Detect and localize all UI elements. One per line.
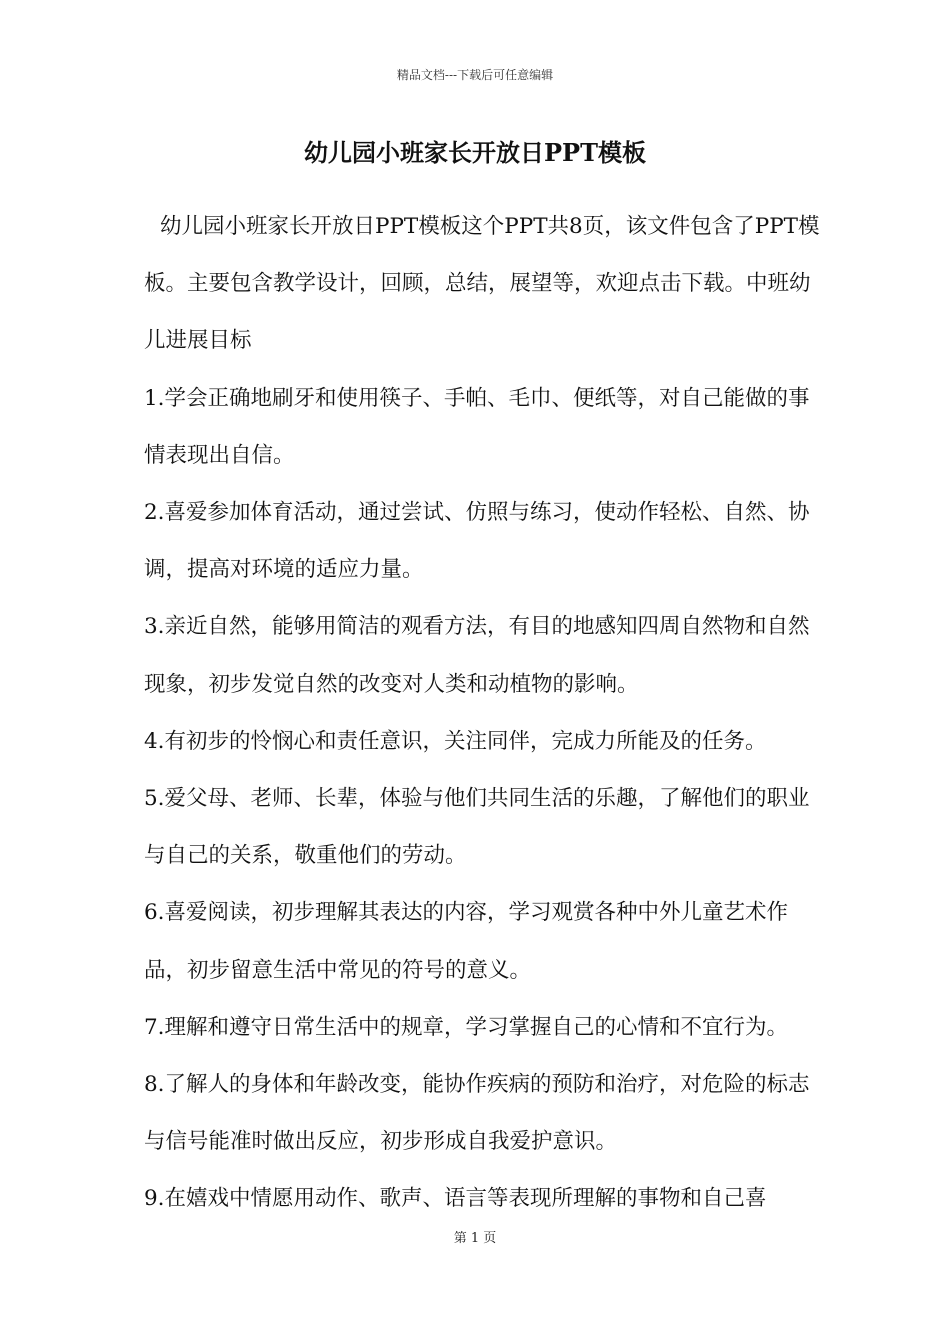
goal-item-9: 9.在嬉戏中情愿用动作、歌声、语言等表现所理解的事物和自己喜 (144, 1186, 767, 1212)
document-title: 幼儿园小班家长开放日PPT模板 (304, 138, 646, 167)
goal-item-4: 4.有初步的怜悯心和责任意识，关注同伴，完成力所能及的任务。 (144, 728, 767, 754)
header-note: 精品文档---下载后可任意编辑 (396, 68, 554, 82)
intro-paragraph: 幼儿园小班家长开放日PPT模板这个PPT共8页，该文件包含了PPT模板。主要包含教学设计，回顾，总结，展望等，欢迎点击下载。中班幼儿进展目标 (144, 214, 820, 354)
document-body (144, 198, 824, 1228)
goal-item-2: 2.喜爱参加体育活动，通过尝试、仿照与练习，使动作轻松、自然、协调，提高对环境的适应力量。 (144, 500, 810, 583)
goal-item-6: 6.喜爱阅读，初步理解其表达的内容，学习观赏各种中外儿童艺术作品，初步留意生活中常见的符号的意义。 (144, 900, 789, 983)
goal-item-3: 3.亲近自然，能够用简洁的观看方法，有目的地感知四周自然物和自然现象，初步发觉自然的改变对人类和动植物的影响。 (144, 614, 810, 697)
goal-item-7: 7.理解和遵守日常生活中的规章，学习掌握自己的心情和不宜行为。 (144, 1014, 789, 1040)
goal-item-8: 8.了解人的身体和年龄改变，能协作疾病的预防和治疗，对危险的标志与信号能准时做出反应，初步形成自我爱护意识。 (144, 1072, 810, 1155)
goal-item-1: 1.学会正确地刷牙和使用筷子、手帕、毛巾、便纸等，对自己能做的事情表现出自信。 (144, 385, 810, 468)
goal-item-5: 5.爱父母、老师、长辈，体验与他们共同生活的乐趣，了解他们的职业与自己的关系，敬重他们的劳动。 (144, 786, 810, 869)
page-number: 第 1 页 (453, 1231, 497, 1246)
